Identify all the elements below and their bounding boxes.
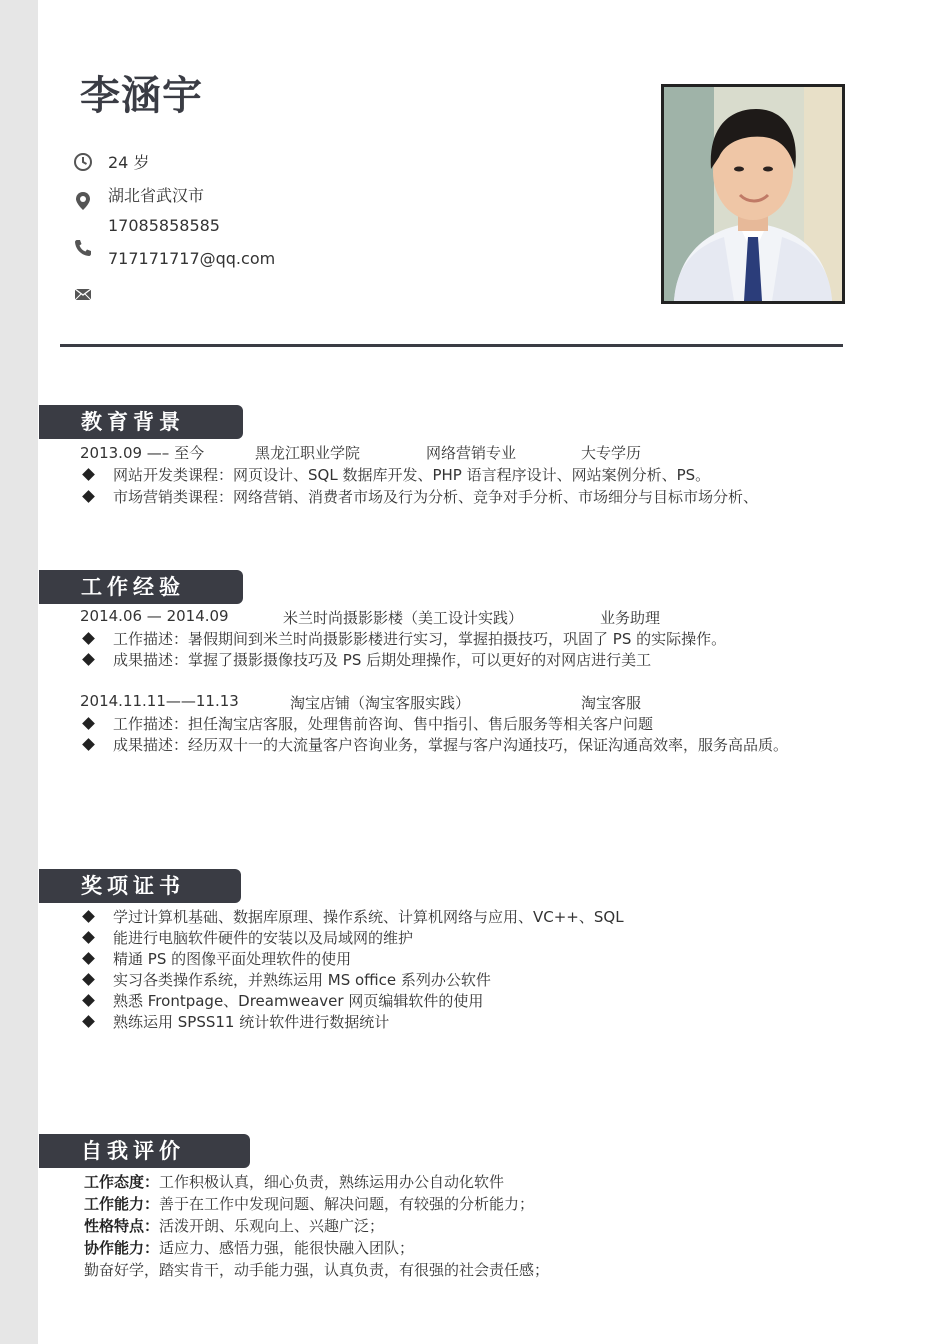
award-item: 熟悉 Frontpage、Dreamweaver 网页编辑软件的使用 [80, 990, 483, 1011]
awards-heading: 奖项证书 [39, 869, 241, 903]
phone-number: 17085858585 [108, 216, 220, 235]
profile-photo [661, 84, 845, 304]
award-item: 学过计算机基础、数据库原理、操作系统、计算机网络与应用、VC++、SQL [80, 906, 624, 927]
email-address: 717171717@qq.com [108, 249, 276, 268]
work-heading: 工作经验 [39, 570, 243, 604]
job-role: 淘宝客服 [581, 694, 642, 712]
award-item: 实习各类操作系统，并熟练运用 MS office 系列办公软件 [80, 969, 491, 990]
eval-row: 工作能力：善于在工作中发现问题、解决问题，有较强的分析能力； [84, 1195, 535, 1213]
location-pin-icon [73, 191, 93, 211]
bullet-diamond-icon [82, 738, 95, 751]
eval-row: 勤奋好学，踏实肯干，动手能力强，认真负责，有很强的社会责任感； [84, 1261, 550, 1279]
mail-icon [73, 284, 93, 304]
bullet-diamond-icon [82, 910, 95, 923]
eval-row: 性格特点：活泼开朗、乐观向上、兴趣广泛； [84, 1217, 385, 1235]
resume-name: 李涵宇 [80, 73, 203, 119]
job-company: 淘宝店铺（淘宝客服实践） [290, 694, 471, 712]
eval-row: 工作态度：工作积极认真，细心负责，熟练运用办公自动化软件 [84, 1173, 505, 1191]
side-strip [0, 0, 38, 1344]
eval-row: 协作能力：适应力、感悟力强，能很快融入团队； [84, 1239, 415, 1257]
bullet-diamond-icon [82, 653, 95, 666]
job-period: 2014.06 — 2014.09 [80, 607, 229, 625]
bullet-diamond-icon [82, 490, 95, 503]
education-degree: 大专学历 [581, 444, 642, 462]
job-item: 成果描述：掌握了摄影摄像技巧及 PS 后期处理操作，可以更好的对网店进行美工 [80, 649, 651, 670]
education-school: 黑龙江职业学院 [255, 444, 361, 462]
job-role: 业务助理 [600, 609, 661, 627]
award-item: 精通 PS 的图像平面处理软件的使用 [80, 948, 351, 969]
award-item: 能进行电脑软件硬件的安装以及局域网的维护 [80, 927, 413, 948]
bullet-diamond-icon [82, 468, 95, 481]
self-eval-heading: 自我评价 [39, 1134, 250, 1168]
course-item: 网站开发类课程：网页设计、SQL 数据库开发、PHP 语言程序设计、网站案例分析、PS。 [80, 464, 710, 485]
bullet-diamond-icon [82, 1015, 95, 1028]
education-major: 网络营销专业 [426, 444, 517, 462]
education-heading: 教育背景 [39, 405, 243, 439]
education-period: 2013.09 —– 至今 [80, 444, 205, 462]
job-item: 成果描述：经历双十一的大流量客户咨询业务，掌握与客户沟通技巧，保证沟通高效率，服务高品质。 [80, 734, 788, 755]
bullet-diamond-icon [82, 632, 95, 645]
course-item: 市场营销类课程：网络营销、消费者市场及行为分析、竞争对手分析、市场细分与目标市场分析、 [80, 486, 758, 507]
clock-icon [73, 152, 93, 172]
bullet-diamond-icon [82, 952, 95, 965]
bullet-diamond-icon [82, 994, 95, 1007]
job-company: 米兰时尚摄影影楼（美工设计实践） [283, 609, 524, 627]
job-item: 工作描述：担任淘宝店客服，处理售前咨询、售中指引、售后服务等相关客户问题 [80, 713, 653, 734]
location: 湖北省武汉市 [108, 186, 205, 205]
phone-icon [73, 238, 93, 258]
age: 24 岁 [108, 153, 150, 172]
header-divider [60, 344, 843, 347]
job-item: 工作描述：暑假期间到米兰时尚摄影影楼进行实习，掌握拍摄技巧，巩固了 PS 的实际操作。 [80, 628, 726, 649]
bullet-diamond-icon [82, 931, 95, 944]
bullet-diamond-icon [82, 973, 95, 986]
job-period: 2014.11.11——11.13 [80, 692, 239, 710]
bullet-diamond-icon [82, 717, 95, 730]
award-item: 熟练运用 SPSS11 统计软件进行数据统计 [80, 1011, 389, 1032]
